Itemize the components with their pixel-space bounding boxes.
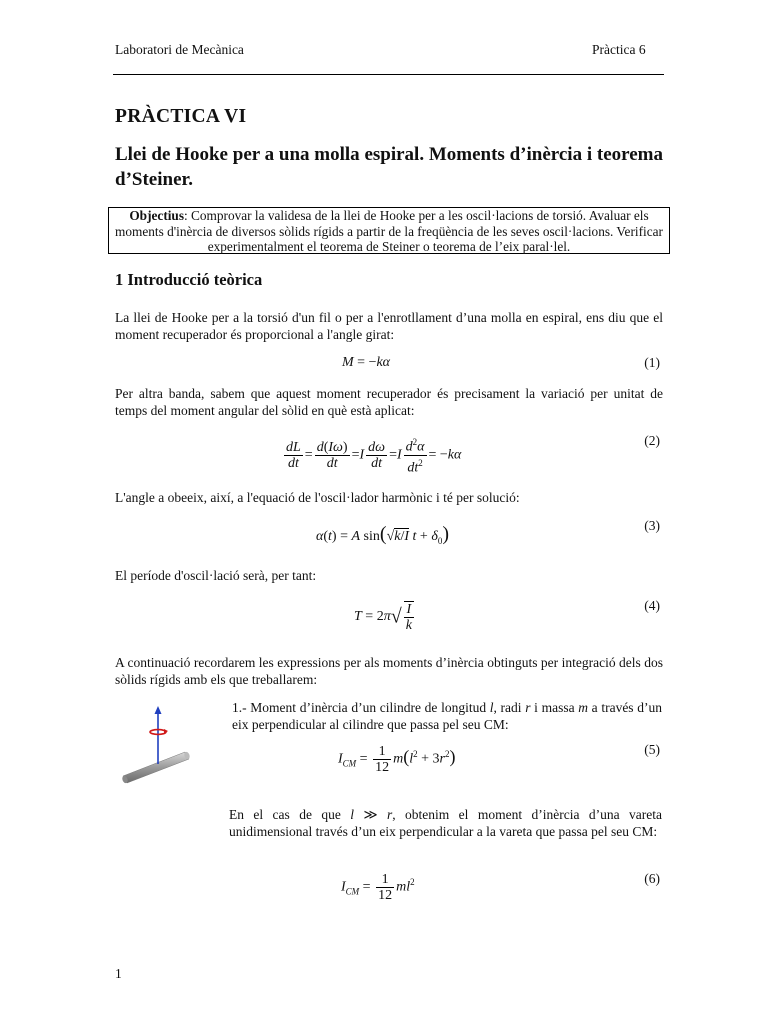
p6-var-r: r [386, 807, 393, 822]
chapter-title: PRÀCTICA VI [115, 106, 247, 127]
item-cylinder-description [232, 699, 662, 733]
page-number: 1 [115, 966, 122, 981]
header-right: Pràctica 6 [592, 42, 646, 57]
objectives-box [108, 207, 670, 254]
equation-number-6: (6) [644, 871, 660, 886]
header-left: Laboratori de Mecànica [115, 42, 244, 57]
item1-var-r: r [525, 700, 531, 715]
paragraph-angular-momentum: Per altra banda, sabem que aquest moment recuperador és precisament la variació per unitat de temps del moment angular del sòlid en què està aplicat: [115, 386, 663, 418]
section-heading: 1 Introducció teòrica [115, 270, 263, 289]
equation-1: M = −kα [342, 355, 391, 370]
p6-text-b: , obtenim el moment d’inèrcia d’una vareta unidimensional través d’un eix perpendicular a la vareta que passa pel seu CM: [229, 807, 662, 839]
rod-shape [121, 751, 190, 784]
equation-3: α(t) = A sin(√k/I $t + \delta_0$) [316, 523, 450, 546]
equation-6: $I_{CM}$ = $\frac{1}{12}$ $ml^2$ [341, 872, 415, 903]
item1-var-m: m [578, 700, 588, 715]
cylinder-axis-figure [117, 698, 217, 794]
paragraph-thin-rod [229, 806, 662, 840]
equation-4: T = 2π√ $\frac{I}{k}$ [354, 602, 412, 633]
equation-number-4: (4) [644, 598, 660, 613]
rotation-arrow [150, 729, 168, 734]
equation-number-2: (2) [644, 433, 660, 448]
equation-number-1: (1) [644, 355, 660, 370]
equation-5: $I_{CM}$ = $\frac{1}{12}$ $m(l^2 + 3r^2)$ [338, 744, 456, 775]
paragraph-inertia-intro: A continuació recordarem les expressions per als moments d’inèrcia obtinguts per integració dels dos sòlids rígids amb els que treballarem: [115, 655, 663, 687]
paragraph-harmonic: L'angle a obeeix, així, a l'equació de l'oscil·lador harmònic i té per solució: [115, 490, 520, 505]
cylinder-rod-illustration [117, 698, 217, 794]
equation-number-5: (5) [644, 742, 660, 757]
page-title: Llei de Hooke per a una molla espiral. Moments d’inèrcia i teorema d’Steiner. [115, 144, 663, 190]
paragraph-hooke: La llei de Hooke per a la torsió d'un fil o per a l'enrotllament d’una molla en espiral, ens diu que el moment recuperador és proporcional a l'angle girat: [115, 310, 663, 342]
item1-text-b: , radi [493, 700, 526, 715]
header-rule [113, 74, 664, 75]
objectives-label: Objectius [129, 208, 185, 223]
p6-text-a: En el cas de que [229, 807, 351, 822]
item1-var-l: l [489, 700, 494, 715]
equation-number-3: (3) [644, 518, 660, 533]
p6-var-l: l [350, 807, 355, 822]
paragraph-period: El període d'oscil·lació serà, per tant: [115, 568, 317, 583]
item1-text-c: i massa [530, 700, 579, 715]
objectives-text: : Comprovar la validesa de la llei de Hooke per a les oscil·lacions de torsió. Avaluar els moments d'inèrcia de diversos sòlids rígids a partir de la freqüència de les seves oscil·lacions. Verificar experimentalment el teorema de Steiner o teorema de l’eix paral·lel. [115, 208, 663, 255]
item1-text-d: a través d’un eix perpendicular al cilindre que passa pel seu CM: [232, 700, 662, 732]
item1-text-a: 1.- Moment d’inèrcia d’un cilindre de longitud [232, 700, 490, 715]
p6-much-greater: ≫ [354, 807, 387, 822]
equation-2: $\frac{dL}{dt}$ = $\frac{d(I\omega)}{dt}$ =I $\frac{d\omega}{dt}$ =I $\frac{d^2\alpha}{dt^2}$ = −kα [286, 437, 462, 476]
